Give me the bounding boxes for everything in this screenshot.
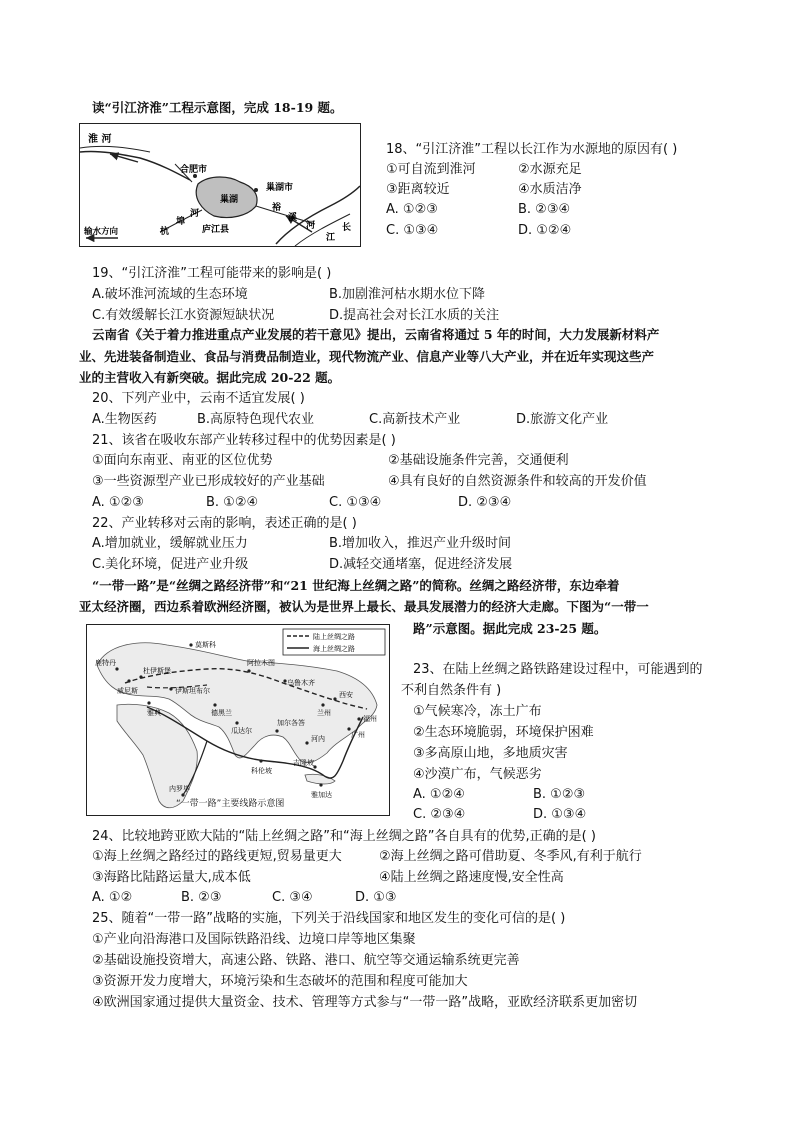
city-almaty: 阿拉木图 xyxy=(247,659,275,667)
label-chaohu: 巢湖 xyxy=(220,195,239,205)
legend-sea-route: 海上丝绸之路 xyxy=(313,645,355,653)
q18-opt4: ④水质洁净 xyxy=(518,182,582,197)
q23-choice-d: D. ①③④ xyxy=(533,807,587,822)
q22-choice-d: D.减轻交通堵塞，促进经济发展 xyxy=(329,557,513,572)
q18-choice-c: C. ①③④ xyxy=(386,223,439,238)
city-venice: 威尼斯 xyxy=(117,687,138,695)
q22-stem: 22、产业转移对云南的影响，表述正确的是( ) xyxy=(92,516,357,531)
q20-choice-d: D.旅游文化产业 xyxy=(516,412,609,427)
q19-choice-d: D.提高社会对长江水质的关注 xyxy=(329,308,500,323)
q18-choice-b: B. ②③④ xyxy=(518,202,571,217)
q23-choice-a: A. ①②④ xyxy=(413,787,465,802)
legend-land-route: 陆上丝绸之路 xyxy=(313,633,355,641)
q24-choice-c: C. ③④ xyxy=(272,890,313,905)
city-nairobi: 内罗毕 xyxy=(169,785,190,793)
city-istanbul: 伊斯坦布尔 xyxy=(175,687,210,695)
q18-stem: 18、“引江济淮”工程以长江作为水源地的原因有( ) xyxy=(386,142,678,157)
q21-stem: 21、该省在吸收东部产业转移过程中的优势因素是( ) xyxy=(92,433,396,448)
belt-road-map-caption: “一带一路”主要线路示意图 xyxy=(176,799,285,809)
q18-opt3: ③距离较近 xyxy=(386,182,450,197)
belt-road-map-svg xyxy=(87,625,389,815)
q18-opt1: ①可自流到淮河 xyxy=(386,162,476,177)
q21-choice-b: B. ①②④ xyxy=(206,495,259,510)
q24-choice-d: D. ①③ xyxy=(355,890,397,905)
q23-choice-b: B. ①②③ xyxy=(533,787,586,802)
q23-opt3: ③多高原山地，多地质灾害 xyxy=(413,746,568,761)
q20-choice-c: C.高新技术产业 xyxy=(369,412,461,427)
yinjiang-jihuai-map xyxy=(79,123,361,247)
belt-road-map xyxy=(86,624,390,816)
city-fuzhou: 福州 xyxy=(363,715,377,723)
q22-choice-b: B.增加收入，推迟产业升级时间 xyxy=(329,536,512,551)
intro-23-25-line2: 亚太经济圈，西边系着欧洲经济圈，被认为是世界上最长、最具发展潜力的经济大走廊。下图为“一带一 xyxy=(79,599,649,614)
label-yu: 裕 xyxy=(272,203,282,213)
q21-opt3: ③一些资源型产业已形成较好的产业基础 xyxy=(92,474,325,489)
intro-20-22-line1: 云南省《关于着力推进重点产业发展的若干意见》提出，云南省将通过 5 年的时间，大力发展新材料产 xyxy=(92,327,660,342)
city-duisburg: 杜伊斯堡 xyxy=(143,667,171,675)
q23-stem-line1: 23、在陆上丝绸之路铁路建设过程中，可能遇到的 xyxy=(413,662,703,677)
intro-20-22-line2: 业、先进装备制造业、食品与消费品制造业，现代物流产业、信息产业等八大产业，并在近年实现这些产 xyxy=(79,349,655,364)
intro-20-22-line3: 业的主营收入有新突破。据此完成 20-22 题。 xyxy=(79,370,341,385)
q25-stem: 25、随着“一带一路”战略的实施，下列关于沿线国家和地区发生的变化可信的是( ) xyxy=(92,911,566,926)
city-urumqi: 乌鲁木齐 xyxy=(287,679,315,687)
label-hefei: 合肥市 xyxy=(180,165,208,175)
q19-stem: 19、“引江济淮”工程可能带来的影响是( ) xyxy=(92,266,332,281)
q18-choice-d: D. ①②④ xyxy=(518,223,572,238)
q19-choice-b: B.加剧淮河枯水期水位下降 xyxy=(329,287,486,302)
q22-choice-c: C.美化环境，促进产业升级 xyxy=(92,557,249,572)
city-colombo: 科伦坡 xyxy=(251,767,272,775)
label-lujiang: 庐江县 xyxy=(202,225,230,235)
q21-choice-c: C. ①③④ xyxy=(329,495,382,510)
city-hanoi: 河内 xyxy=(311,735,325,743)
q21-opt4: ④具有良好的自然资源条件和较高的开发价值 xyxy=(388,474,647,489)
label-river-he: 河 xyxy=(190,209,200,219)
yinjiang-map-svg xyxy=(80,124,360,246)
label-hang: 杭 xyxy=(160,227,170,237)
q24-opt1: ①海上丝绸之路经过的路线更短,贸易量更大 xyxy=(92,849,342,864)
city-athens: 雅典 xyxy=(147,709,161,717)
city-kolkata: 加尔各答 xyxy=(277,719,305,727)
q23-opt2: ②生态环境脆弱，环境保护困难 xyxy=(413,725,594,740)
q24-opt3: ③海路比陆路运量大,成本低 xyxy=(92,870,251,885)
label-chang: 长 xyxy=(342,223,352,233)
city-kuala: 吉隆坡 xyxy=(293,759,314,767)
q25-opt4: ④欧洲国家通过提供大量资金、技术、管理等方式参与“一带一路”战略，亚欧经济联系更加密切 xyxy=(92,995,638,1010)
q23-opt1: ①气候寒冷，冻土广布 xyxy=(413,704,542,719)
q23-choice-c: C. ②③④ xyxy=(413,807,466,822)
city-rotterdam: 鹿特丹 xyxy=(95,659,116,667)
city-gwadar: 瓜达尔 xyxy=(231,727,252,735)
q21-opt1: ①面向东南亚、南亚的区位优势 xyxy=(92,453,273,468)
label-xi: 溪 xyxy=(288,213,298,223)
q21-opt2: ②基础设施条件完善，交通便利 xyxy=(388,453,569,468)
q18-choice-a: A. ①②③ xyxy=(386,202,438,217)
q23-opt4: ④沙漠广布，气候恶劣 xyxy=(413,767,542,782)
city-xian: 西安 xyxy=(339,691,353,699)
city-tehran: 德黑兰 xyxy=(211,709,232,717)
label-direction: 输水方向 xyxy=(84,227,119,237)
q19-choice-a: A.破坏淮河流域的生态环境 xyxy=(92,287,248,302)
q20-stem: 20、下列产业中，云南不适宜发展( ) xyxy=(92,391,305,406)
q20-choice-b: B.高原特色现代农业 xyxy=(197,412,315,427)
q24-choice-b: B. ②③ xyxy=(181,890,222,905)
intro-18-19: 读“引江济淮”工程示意图，完成 18-19 题。 xyxy=(92,100,343,115)
q18-opt2: ②水源充足 xyxy=(518,162,582,177)
city-jakarta: 雅加达 xyxy=(311,791,332,799)
q25-opt3: ③资源开发力度增大，环境污染和生态破坏的范围和程度可能加大 xyxy=(92,974,468,989)
label-river-he2: 河 xyxy=(306,221,316,231)
q21-choice-a: A. ①②③ xyxy=(92,495,144,510)
city-guangzhou: 广州 xyxy=(351,731,365,739)
q24-opt4: ④陆上丝绸之路速度慢,安全性高 xyxy=(379,870,564,885)
q22-choice-a: A.增加就业，缓解就业压力 xyxy=(92,536,248,551)
q25-opt2: ②基础设施投资增大，高速公路、铁路、港口、航空等交通运输系统更完善 xyxy=(92,953,520,968)
q25-opt1: ①产业向沿海港口及国际铁路沿线、边境口岸等地区集聚 xyxy=(92,932,416,947)
intro-23-25-line1: “一带一路”是“丝绸之路经济带”和“21 世纪海上丝绸之路”的简称。丝绸之路经济带，东边牵着 xyxy=(92,578,620,593)
q24-opt2: ②海上丝绸之路可借助夏、冬季风,有利于航行 xyxy=(379,849,642,864)
city-moscow: 莫斯科 xyxy=(195,641,216,649)
q19-choice-c: C.有效缓解长江水资源短缺状况 xyxy=(92,308,275,323)
city-lanzhou: 兰州 xyxy=(317,709,331,717)
intro-23-25-line3: 路”示意图。据此完成 23-25 题。 xyxy=(413,621,607,636)
label-huaihe: 淮 河 xyxy=(88,134,112,145)
q20-choice-a: A.生物医药 xyxy=(92,412,157,427)
q21-choice-d: D. ②③④ xyxy=(458,495,512,510)
q24-stem: 24、比较地跨亚欧大陆的“陆上丝绸之路”和“海上丝绸之路”各自具有的优势,正确的是( ) xyxy=(92,829,596,844)
q24-choice-a: A. ①② xyxy=(92,890,133,905)
label-jiang: 江 xyxy=(326,233,336,243)
label-bu: 埠 xyxy=(176,217,186,227)
q23-stem-line2: 不利自然条件有 ) xyxy=(401,683,502,698)
label-chaohu-city: 巢湖市 xyxy=(266,183,294,193)
